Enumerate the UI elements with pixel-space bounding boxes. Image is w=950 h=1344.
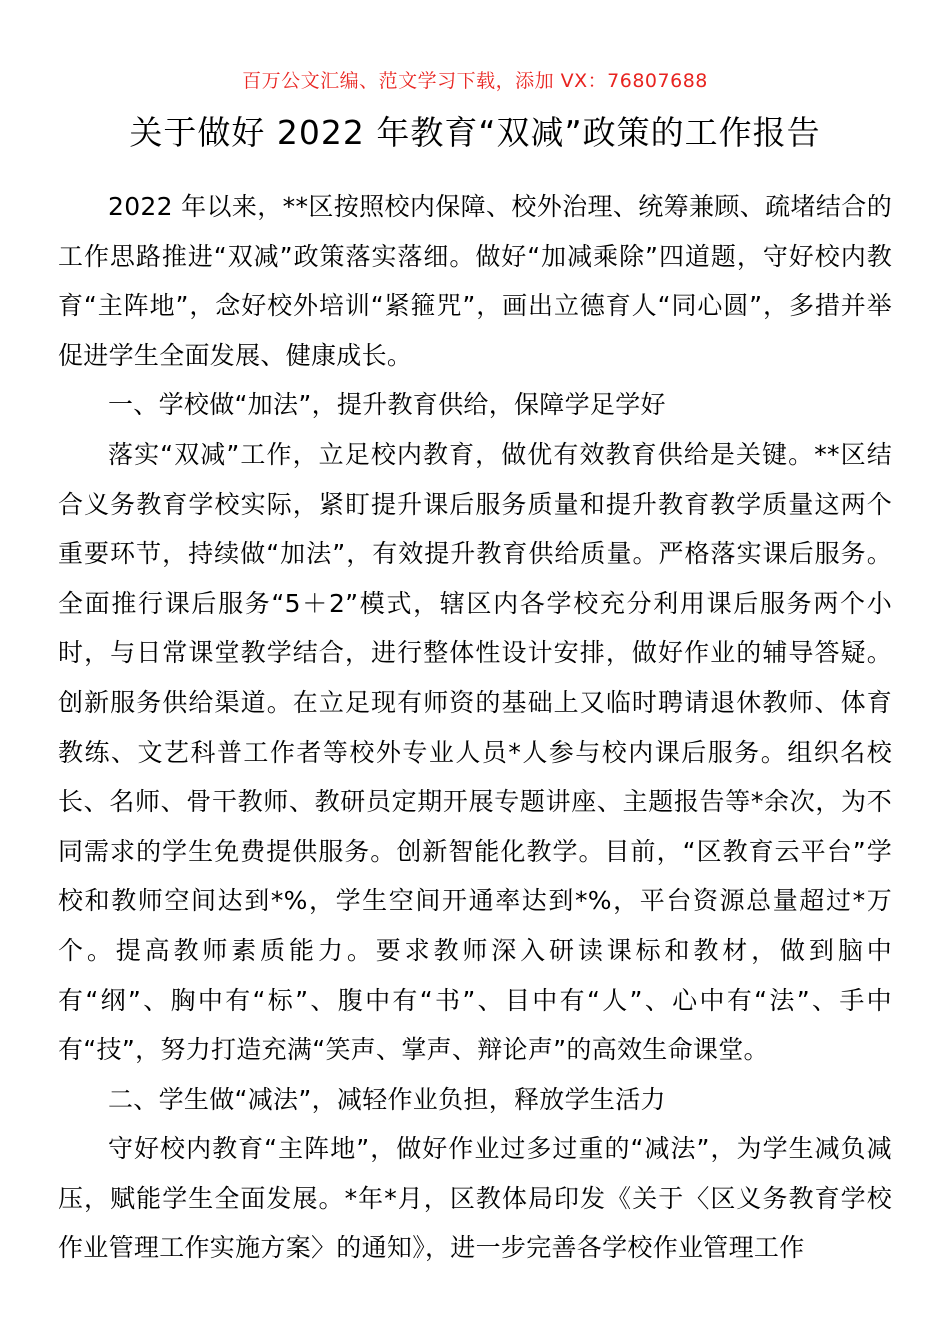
header-note: 百万公文汇编、范文学习下载，添加 VX：76807688 — [242, 70, 708, 92]
paragraph-intro: 2022 年以来，**区按照校内保障、校外治理、统筹兼顾、疏堵结合的工作思路推进“双减”政策落实落细。做好“加减乘除”四道题，守好校内教育“主阵地”，念好校外培训“紧箍咒”，画出立德育人“同心圆”，多措并举促进学生全面发展、健康成长。 — [58, 192, 892, 370]
document-body — [58, 182, 892, 1273]
section-heading-1: 一、学校做“加法”，提升教育供给，保障学足学好 — [108, 390, 666, 420]
paragraph-section-2: 守好校内教育“主阵地”，做好作业过多过重的“减法”，为学生减负减压，赋能学生全面发展。*年*月，区教体局印发《关于〈区义务教育学校作业管理工作实施方案〉的通知》，进一步完善各学校作业管理工作 — [58, 1134, 892, 1263]
paragraph-section-1: 落实“双减”工作，立足校内教育，做优有效教育供给是关键。**区结合义务教育学校实际，紧盯提升课后服务质量和提升教育教学质量这两个重要环节，持续做“加法”，有效提升教育供给质量。严格落实课后服务。全面推行课后服务“5＋2”模式，辖区内各学校充分利用课后服务两个小时，与日常课堂教学结合，进行整体性设计安排，做好作业的辅导答疑。创新服务供给渠道。在立足现有师资的基础上又临时聘请退休教师、体育教练、文艺科普工作者等校外专业人员*人参与校内课后服务。组织名校长、名师、骨干教师、教研员定期开展专题讲座、主题报告等*余次，为不同需求的学生免费提供服务。创新智能化教学。目前，“区教育云平台”学校和教师空间达到*%，学生空间开通率达到*%，平台资源总量超过*万个。提高教师素质能力。要求教师深入研读课标和教材，做到脑中有“纲”、胸中有“标”、腹中有“书”、目中有“人”、心中有“法”、手中有“技”，努力打造充满“笑声、掌声、辩论声”的高效生命课堂。 — [58, 439, 892, 1065]
document-title: 关于做好 2022 年教育“双减”政策的工作报告 — [129, 113, 821, 152]
section-heading-2: 二、学生做“减法”，减轻作业负担，释放学生活力 — [108, 1084, 666, 1114]
